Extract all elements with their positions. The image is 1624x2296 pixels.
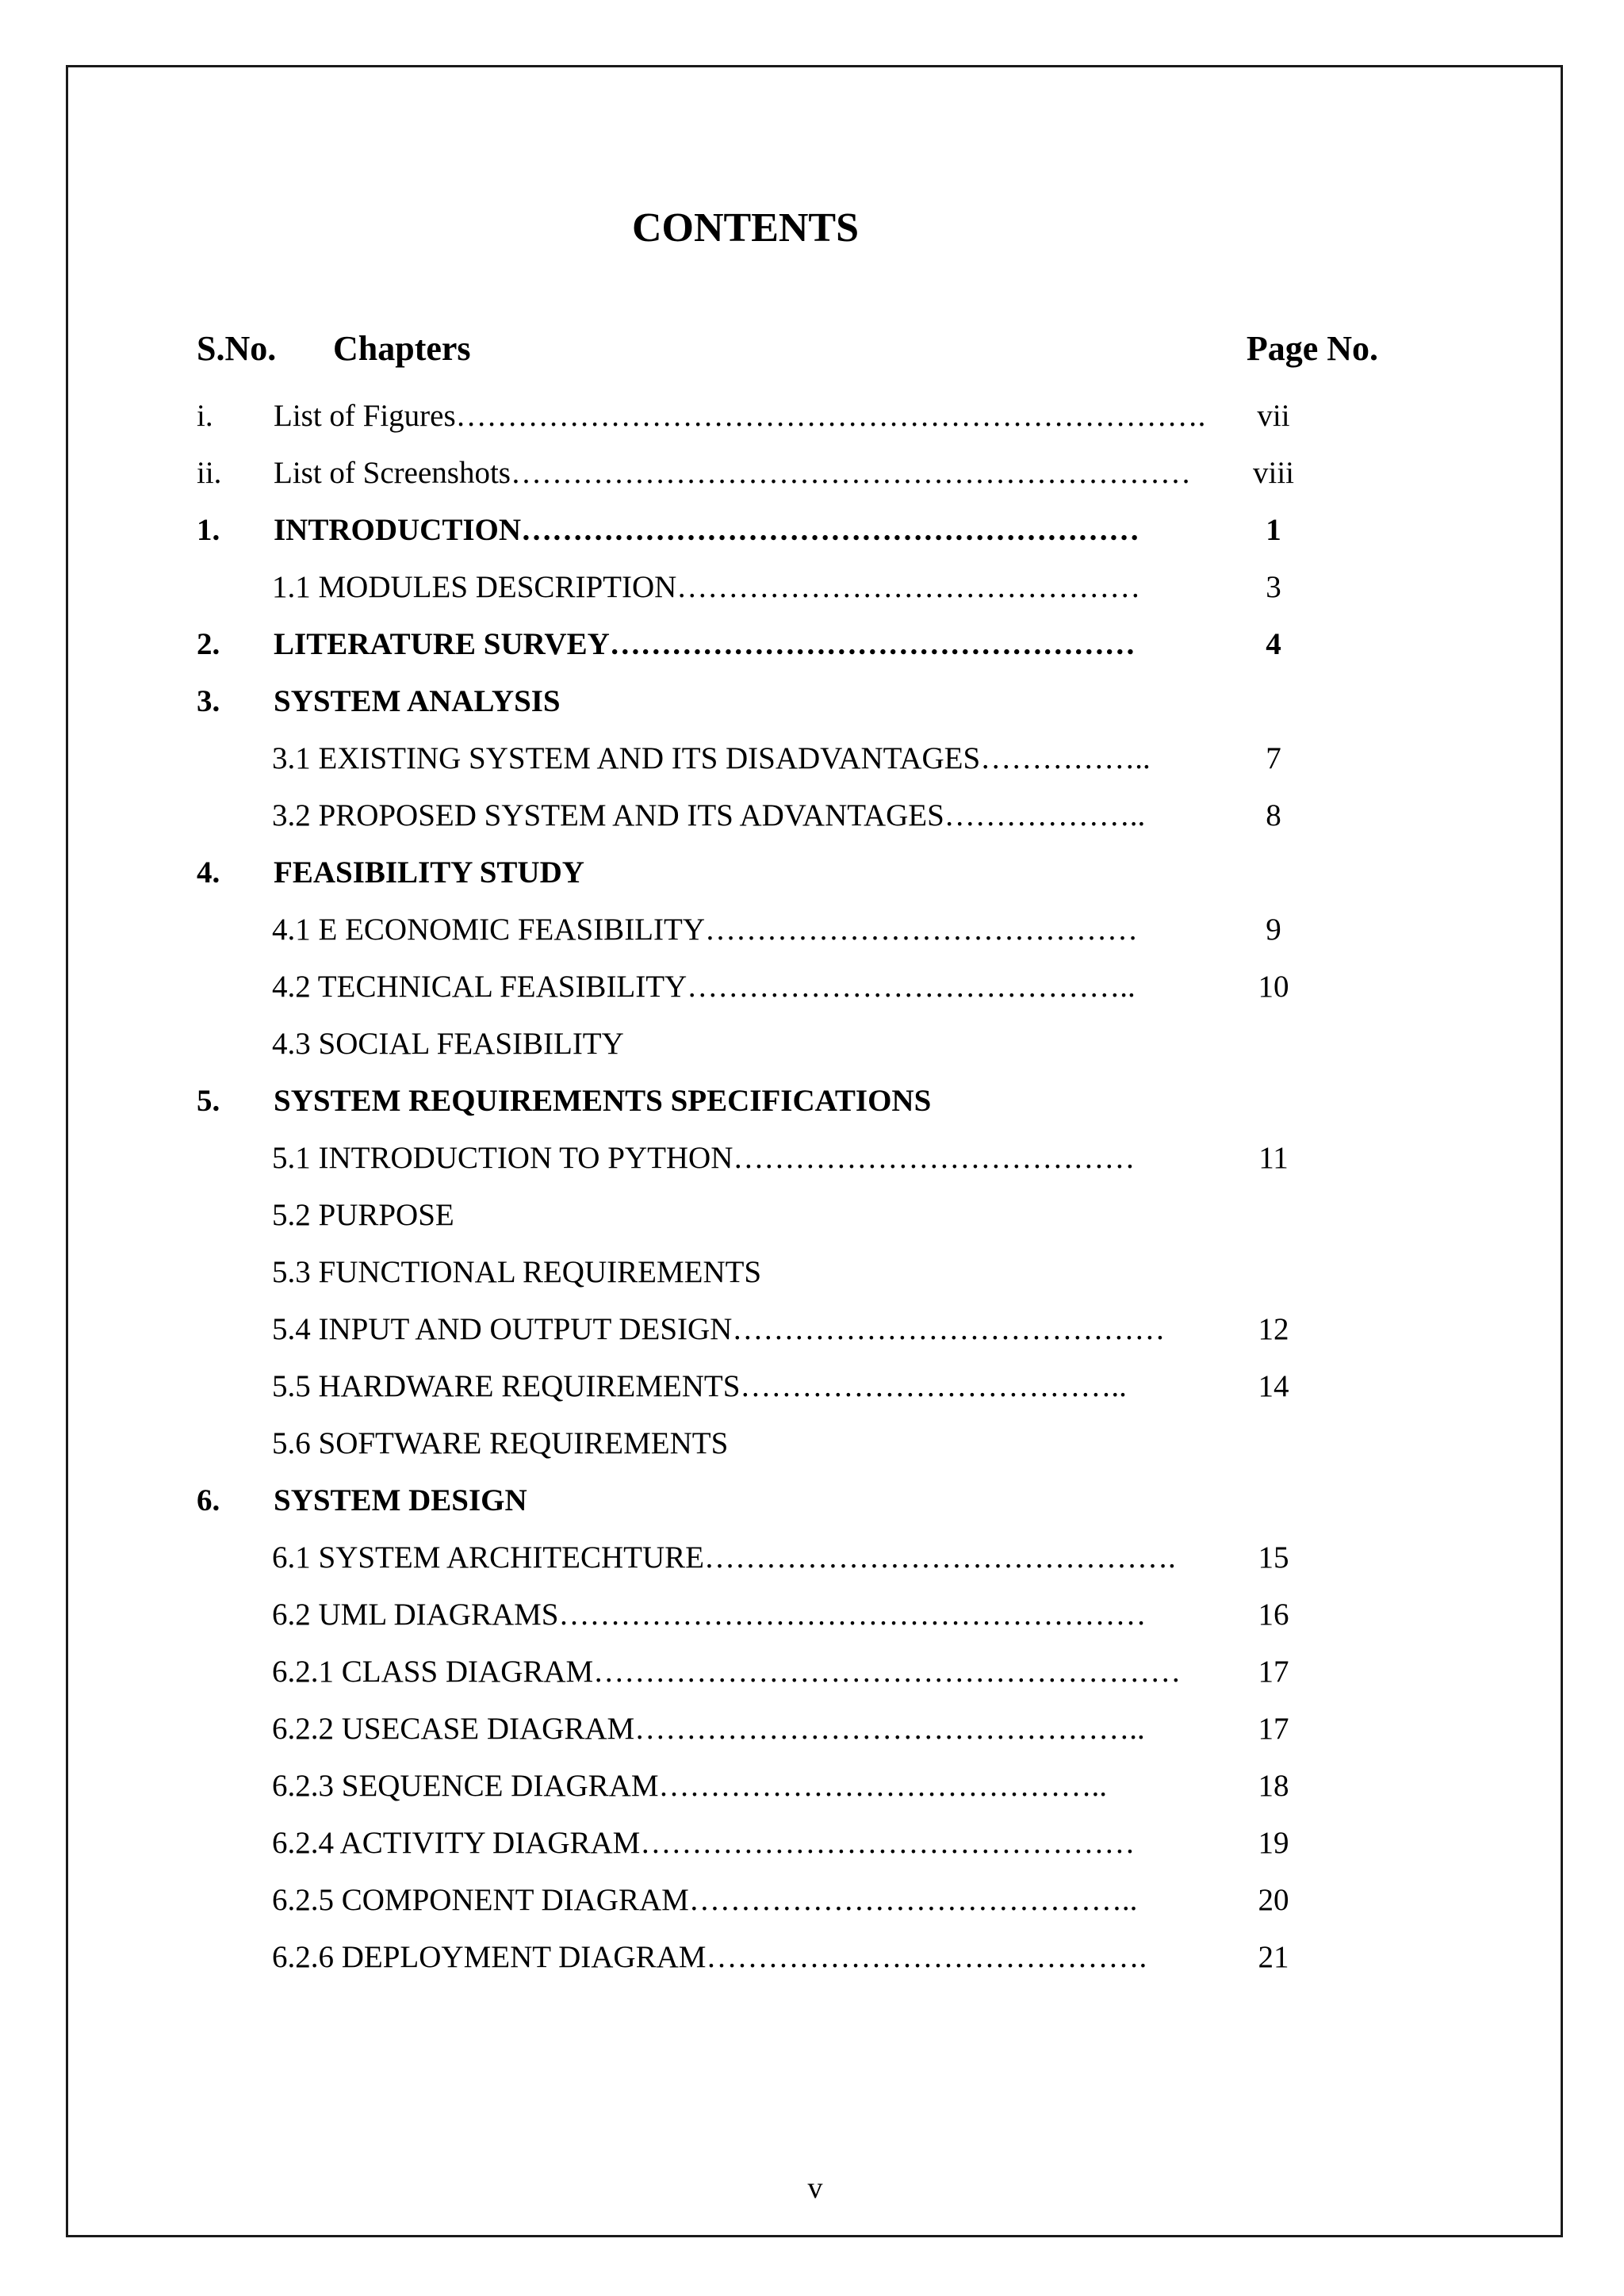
toc-header — [197, 328, 1378, 377]
toc-entry-page: 7 — [1266, 741, 1281, 775]
toc-entry-number: i. — [197, 399, 213, 433]
toc-entry-page: 9 — [1266, 913, 1281, 947]
toc-entry-title: List of Screenshots………………………………………………………… — [274, 456, 1191, 490]
toc-entry-page: 14 — [1258, 1369, 1289, 1403]
toc-subentry — [197, 1936, 1370, 1993]
toc-entry-title: 6.2.1 CLASS DIAGRAM………………………………………………… — [272, 1655, 1182, 1689]
toc-entry-page: 3 — [1266, 570, 1281, 604]
toc-entry-page: 21 — [1258, 1940, 1289, 1974]
header-sno: S.No. — [197, 329, 277, 368]
toc-entry-title: INTRODUCTION…………………………………………………… — [274, 513, 1140, 547]
toc-subentry — [197, 909, 1370, 966]
toc-entry-title: SYSTEM DESIGN — [274, 1483, 527, 1517]
toc-entry — [197, 1479, 1370, 1536]
toc-entry-title: 6.2.4 ACTIVITY DIAGRAM………………………………………… — [272, 1826, 1136, 1860]
toc-subentry — [197, 1536, 1370, 1594]
toc-entry-number: 3. — [197, 684, 220, 718]
toc-entry-title: 6.2.6 DEPLOYMENT DIAGRAM……………………………………. — [272, 1940, 1147, 1974]
header-chapters: Chapters — [333, 329, 471, 368]
toc-list — [197, 395, 1370, 1993]
toc-entry-title: SYSTEM REQUIREMENTS SPECIFICATIONS — [274, 1084, 932, 1118]
toc-subentry — [197, 1708, 1370, 1765]
toc-entry-title: 5.5 HARDWARE REQUIREMENTS……………………………….. — [272, 1369, 1127, 1403]
toc-subentry — [197, 1422, 1370, 1479]
toc-entry-title: 4.3 SOCIAL FEASIBILITY — [272, 1027, 624, 1061]
toc-entry-title: List of Figures………………………………………………………………. — [274, 399, 1206, 433]
toc-entry-number: 4. — [197, 855, 220, 890]
toc-entry-title: SYSTEM ANALYSIS — [274, 684, 561, 718]
toc-entry-title: 6.1 SYSTEM ARCHITECHTURE………………………………………. — [272, 1540, 1176, 1575]
toc-entry-title: 4.1 E ECONOMIC FEASIBILITY…………………………………… — [272, 913, 1138, 947]
toc-entry-page: 17 — [1258, 1712, 1289, 1746]
toc-entry-number: 5. — [197, 1084, 220, 1118]
toc-entry — [197, 452, 1370, 509]
toc-entry — [197, 623, 1370, 680]
toc-entry-title: 6.2.5 COMPONENT DIAGRAM…………………………………….. — [272, 1883, 1138, 1917]
toc-entry-title: 4.2 TECHNICAL FEASIBILITY…………………………………….. — [272, 970, 1136, 1004]
toc-entry-title: 3.1 EXISTING SYSTEM AND ITS DISADVANTAGES…………….. — [272, 741, 1151, 775]
toc-subentry — [197, 1137, 1370, 1194]
toc-entry-number: 1. — [197, 513, 220, 547]
toc-entry-page: vii — [1257, 399, 1290, 433]
toc-entry — [197, 395, 1370, 452]
toc-entry-page: 4 — [1266, 627, 1281, 661]
toc-entry-page: 16 — [1258, 1598, 1289, 1632]
toc-entry-title: 5.1 INTRODUCTION TO PYTHON………………………………… — [272, 1141, 1136, 1175]
toc-subentry — [197, 566, 1370, 623]
header-page-no: Page No. — [1246, 329, 1378, 368]
toc-entry — [197, 680, 1370, 737]
toc-subentry — [197, 1023, 1370, 1080]
toc-subentry — [197, 1879, 1370, 1936]
toc-entry-number: 6. — [197, 1483, 220, 1517]
toc-entry-page: 18 — [1258, 1769, 1289, 1803]
toc-entry-title: 5.3 FUNCTIONAL REQUIREMENTS — [272, 1255, 762, 1289]
toc-entry-page: 19 — [1258, 1826, 1289, 1860]
toc-subentry — [197, 966, 1370, 1023]
toc-subentry — [197, 1651, 1370, 1708]
toc-entry-page: 15 — [1258, 1540, 1289, 1575]
toc-entry-page: 11 — [1258, 1141, 1289, 1175]
toc-subentry — [197, 1194, 1370, 1251]
toc-entry-title: 5.2 PURPOSE — [272, 1198, 454, 1232]
toc-entry — [197, 1080, 1370, 1137]
toc-subentry — [197, 1594, 1370, 1651]
toc-entry-page: 10 — [1258, 970, 1289, 1004]
toc-entry — [197, 851, 1370, 909]
toc-entry-title: 6.2 UML DIAGRAMS………………………………………………… — [272, 1598, 1147, 1632]
toc-entry-title: LITERATURE SURVEY…………………………………………… — [274, 627, 1136, 661]
toc-entry-page: 17 — [1258, 1655, 1289, 1689]
toc-subentry — [197, 1765, 1370, 1822]
toc-entry-page: 20 — [1258, 1883, 1289, 1917]
toc-entry — [197, 509, 1370, 566]
toc-entry-page: 12 — [1258, 1312, 1289, 1346]
toc-entry-title: 5.6 SOFTWARE REQUIREMENTS — [272, 1426, 729, 1460]
toc-entry-page: 8 — [1266, 798, 1281, 832]
footer-page-number: v — [807, 2172, 823, 2205]
toc-entry-title: 5.4 INPUT AND OUTPUT DESIGN…………………………………… — [272, 1312, 1166, 1346]
toc-subentry — [197, 737, 1370, 794]
toc-subentry — [197, 1365, 1370, 1422]
toc-entry-page: viii — [1252, 456, 1294, 490]
toc-subentry — [197, 794, 1370, 851]
toc-entry-title: 6.2.2 USECASE DIAGRAM………………………………………….. — [272, 1712, 1145, 1746]
toc-entry-title: 6.2.3 SEQUENCE DIAGRAM…………………………………….. — [272, 1769, 1107, 1803]
toc-subentry — [197, 1251, 1370, 1308]
page-title: CONTENTS — [631, 205, 860, 251]
toc-entry-number: ii. — [197, 456, 222, 490]
toc-subentry — [197, 1308, 1370, 1365]
toc-entry-title: FEASIBILITY STUDY — [274, 855, 584, 890]
toc-entry-page: 1 — [1266, 513, 1281, 547]
toc-entry-title: 1.1 MODULES DESCRIPTION……………………………………… — [272, 570, 1141, 604]
toc-entry-title: 3.2 PROPOSED SYSTEM AND ITS ADVANTAGES……………….. — [272, 798, 1146, 832]
toc-subentry — [197, 1822, 1370, 1879]
toc-entry-number: 2. — [197, 627, 220, 661]
